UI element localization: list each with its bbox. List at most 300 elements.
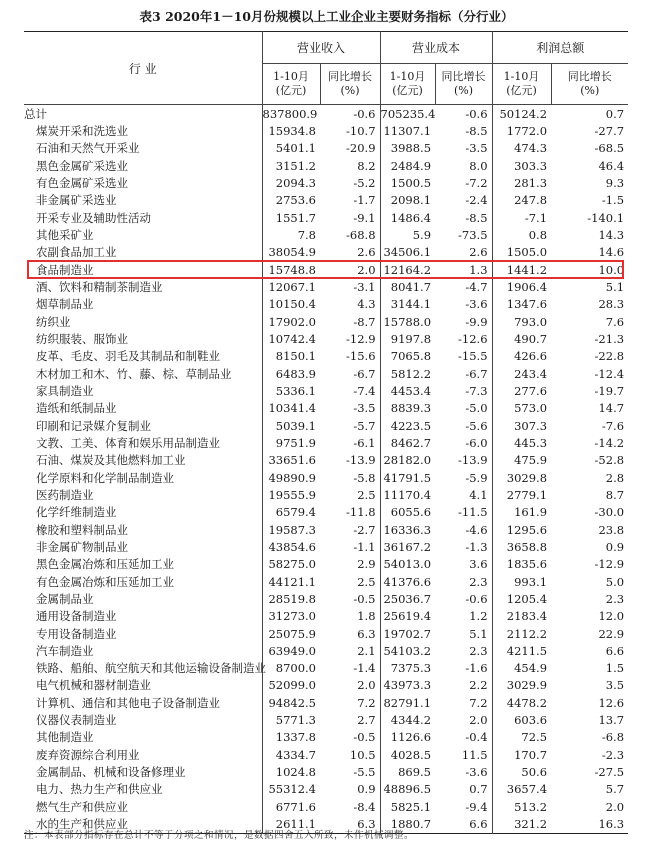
industry-name: 专用设备制造业 bbox=[36, 626, 117, 641]
value-cell: 0.7 bbox=[605, 106, 625, 121]
value-cell: 11307.1 bbox=[380, 122, 435, 139]
industry-name: 计算机、通信和其他电子设备制造业 bbox=[36, 695, 220, 710]
value-cell: -27.5 bbox=[594, 765, 625, 780]
profit-header: 利润总额 bbox=[492, 32, 628, 64]
value-cell: -5.6 bbox=[465, 418, 488, 433]
value-cell: 12164.2 bbox=[380, 261, 435, 278]
value-cell: 11170.4 bbox=[380, 486, 435, 503]
value-cell: -8.7 bbox=[353, 314, 376, 329]
value-cell: 12.0 bbox=[598, 609, 625, 624]
value-cell: 5.7 bbox=[605, 782, 625, 797]
table-row bbox=[24, 573, 628, 590]
value-cell: -8.5 bbox=[465, 210, 488, 225]
value-cell: -1.1 bbox=[353, 539, 376, 554]
industry-name: 酒、饮料和精制茶制造业 bbox=[36, 279, 163, 294]
footnote: 注：本表部分指标存在总计不等于分项之和情况，是数据四舍五入所致，未作机械调整。 bbox=[24, 830, 415, 841]
value-cell: -10.7 bbox=[346, 123, 376, 138]
value-cell: -13.9 bbox=[346, 453, 376, 468]
table-row bbox=[24, 226, 628, 243]
sub-header-amount: 1-10月 (亿元) bbox=[380, 64, 435, 105]
value-cell: -140.1 bbox=[587, 210, 625, 225]
industry-name: 化学纤维制造业 bbox=[36, 505, 117, 520]
value-cell: -0.6 bbox=[465, 106, 488, 121]
value-cell: 2484.9 bbox=[380, 157, 435, 174]
value-cell: 445.3 bbox=[492, 434, 551, 451]
table-row bbox=[24, 486, 628, 503]
value-cell: 17902.0 bbox=[262, 313, 320, 330]
value-cell: 50124.2 bbox=[492, 105, 551, 123]
value-cell: 5771.3 bbox=[262, 711, 320, 728]
value-cell: 1337.8 bbox=[262, 729, 320, 746]
value-cell: 4028.5 bbox=[380, 746, 435, 763]
value-cell: 15788.0 bbox=[380, 313, 435, 330]
value-cell: 170.7 bbox=[492, 746, 551, 763]
value-cell: 454.9 bbox=[492, 660, 551, 677]
value-cell: 4.1 bbox=[469, 487, 488, 502]
value-cell: 19702.7 bbox=[380, 625, 435, 642]
cost-header: 营业成本 bbox=[380, 32, 492, 64]
value-cell: 0.9 bbox=[357, 782, 376, 797]
value-cell: 41791.5 bbox=[380, 469, 435, 486]
value-cell: 1024.8 bbox=[262, 763, 320, 780]
value-cell: 6055.6 bbox=[380, 504, 435, 521]
value-cell: 94842.5 bbox=[262, 694, 320, 711]
table-row bbox=[24, 469, 628, 486]
table-row bbox=[24, 694, 628, 711]
value-cell: -6.1 bbox=[353, 435, 376, 450]
table-row bbox=[24, 504, 628, 521]
value-cell: 49890.9 bbox=[262, 469, 320, 486]
value-cell: -1.6 bbox=[465, 661, 488, 676]
value-cell: 38054.9 bbox=[262, 244, 320, 261]
table-row bbox=[24, 677, 628, 694]
value-cell: 1.2 bbox=[469, 609, 488, 624]
table-row bbox=[24, 729, 628, 746]
value-cell: -3.5 bbox=[465, 141, 488, 156]
value-cell: 28182.0 bbox=[380, 452, 435, 469]
value-cell: 2.0 bbox=[605, 799, 625, 814]
value-cell: 48896.5 bbox=[380, 781, 435, 798]
value-cell: 19587.3 bbox=[262, 521, 320, 538]
value-cell: 4453.4 bbox=[380, 382, 435, 399]
sub-header-amount: 1-10月 (亿元) bbox=[492, 64, 551, 105]
value-cell: -6.7 bbox=[353, 366, 376, 381]
table-row bbox=[24, 642, 628, 659]
value-cell: 5401.1 bbox=[262, 140, 320, 157]
table-row bbox=[24, 452, 628, 469]
value-cell: 6.6 bbox=[605, 643, 625, 658]
value-cell: -6.0 bbox=[465, 435, 488, 450]
value-cell: -7.6 bbox=[601, 418, 625, 433]
value-cell: -12.9 bbox=[346, 331, 376, 346]
value-cell: 869.5 bbox=[380, 763, 435, 780]
value-cell: 13.7 bbox=[598, 713, 625, 728]
value-cell: -0.6 bbox=[465, 591, 488, 606]
value-cell: -5.0 bbox=[465, 401, 488, 416]
value-cell: -3.6 bbox=[465, 297, 488, 312]
industry-name: 印刷和记录媒介复制业 bbox=[36, 418, 151, 433]
value-cell: 2.5 bbox=[357, 574, 376, 589]
value-cell: 2.0 bbox=[469, 713, 488, 728]
value-cell: 34506.1 bbox=[380, 244, 435, 261]
value-cell: 6.3 bbox=[357, 817, 376, 832]
table-row bbox=[24, 746, 628, 763]
value-cell: 9.3 bbox=[605, 175, 625, 190]
value-cell: 3151.2 bbox=[262, 157, 320, 174]
value-cell: -0.5 bbox=[353, 591, 376, 606]
value-cell: 82791.1 bbox=[380, 694, 435, 711]
value-cell: 3144.1 bbox=[380, 296, 435, 313]
industry-name: 烟草制品业 bbox=[36, 297, 94, 312]
table-row bbox=[24, 763, 628, 780]
value-cell: 3029.9 bbox=[492, 677, 551, 694]
value-cell: 8.7 bbox=[605, 487, 625, 502]
value-cell: 3029.8 bbox=[492, 469, 551, 486]
value-cell: 474.3 bbox=[492, 140, 551, 157]
value-cell: -7.3 bbox=[465, 383, 488, 398]
value-cell: 5.9 bbox=[380, 226, 435, 243]
value-cell: 12.6 bbox=[598, 695, 625, 710]
financial-indicators-table bbox=[24, 31, 628, 834]
value-cell: 837800.9 bbox=[262, 105, 320, 123]
value-cell: -3.6 bbox=[465, 765, 488, 780]
industry-name: 有色金属冶炼和压延加工业 bbox=[36, 574, 174, 589]
value-cell: 25075.9 bbox=[262, 625, 320, 642]
industry-name: 煤炭开采和洗选业 bbox=[36, 123, 128, 138]
industry-name: 通用设备制造业 bbox=[36, 609, 117, 624]
industry-name: 农副食品加工业 bbox=[36, 245, 117, 260]
value-cell: 3.6 bbox=[469, 557, 488, 572]
value-cell: 8462.7 bbox=[380, 434, 435, 451]
value-cell: 15934.8 bbox=[262, 122, 320, 139]
value-cell: 4478.2 bbox=[492, 694, 551, 711]
industry-name: 木材加工和木、竹、藤、棕、草制品业 bbox=[36, 366, 232, 381]
value-cell: -5.8 bbox=[353, 470, 376, 485]
value-cell: 58275.0 bbox=[262, 556, 320, 573]
value-cell: 6483.9 bbox=[262, 365, 320, 382]
value-cell: 1.3 bbox=[469, 262, 488, 277]
value-cell: 44121.1 bbox=[262, 573, 320, 590]
table-row bbox=[24, 798, 628, 815]
sub-header-growth: 同比增长 (%) bbox=[320, 64, 380, 105]
value-cell: 2.3 bbox=[469, 574, 488, 589]
table-row bbox=[24, 434, 628, 451]
value-cell: 1500.5 bbox=[380, 174, 435, 191]
value-cell: 5.1 bbox=[469, 626, 488, 641]
industry-name: 其他制造业 bbox=[36, 730, 94, 745]
value-cell: 10742.4 bbox=[262, 330, 320, 347]
value-cell: 3657.4 bbox=[492, 781, 551, 798]
value-cell: 1880.7 bbox=[380, 815, 435, 833]
value-cell: -2.3 bbox=[601, 747, 625, 762]
value-cell: 15748.8 bbox=[262, 261, 320, 278]
value-cell: 3.5 bbox=[605, 678, 625, 693]
industry-name: 黑色金属矿采选业 bbox=[36, 158, 128, 173]
value-cell: 281.3 bbox=[492, 174, 551, 191]
value-cell: 0.8 bbox=[492, 226, 551, 243]
value-cell: 9751.9 bbox=[262, 434, 320, 451]
value-cell: -9.1 bbox=[353, 210, 376, 225]
value-cell: 1295.6 bbox=[492, 521, 551, 538]
value-cell: 2.1 bbox=[357, 643, 376, 658]
value-cell: 7065.8 bbox=[380, 348, 435, 365]
value-cell: 31273.0 bbox=[262, 608, 320, 625]
value-cell: 247.8 bbox=[492, 192, 551, 209]
value-cell: 321.2 bbox=[492, 815, 551, 833]
value-cell: 2779.1 bbox=[492, 486, 551, 503]
value-cell: 55312.4 bbox=[262, 781, 320, 798]
value-cell: 5.0 bbox=[605, 574, 625, 589]
industry-name: 家具制造业 bbox=[36, 383, 94, 398]
value-cell: 307.3 bbox=[492, 417, 551, 434]
value-cell: -2.4 bbox=[465, 193, 488, 208]
value-cell: 5039.1 bbox=[262, 417, 320, 434]
table-row bbox=[24, 348, 628, 365]
value-cell: 1486.4 bbox=[380, 209, 435, 226]
value-cell: 573.0 bbox=[492, 400, 551, 417]
table-row bbox=[24, 140, 628, 157]
value-cell: 303.3 bbox=[492, 157, 551, 174]
table-row bbox=[24, 660, 628, 677]
industry-name: 电气机械和器材制造业 bbox=[36, 678, 151, 693]
value-cell: 19555.9 bbox=[262, 486, 320, 503]
table-row bbox=[24, 608, 628, 625]
value-cell: 2183.4 bbox=[492, 608, 551, 625]
value-cell: -2.7 bbox=[353, 522, 376, 537]
value-cell: -1.4 bbox=[353, 661, 376, 676]
table-row bbox=[24, 590, 628, 607]
value-cell: -5.7 bbox=[353, 418, 376, 433]
value-cell: 0.7 bbox=[469, 782, 488, 797]
table-row bbox=[24, 417, 628, 434]
value-cell: 14.6 bbox=[598, 245, 625, 260]
value-cell: 43973.3 bbox=[380, 677, 435, 694]
value-cell: 2611.1 bbox=[262, 815, 320, 833]
value-cell: 41376.6 bbox=[380, 573, 435, 590]
value-cell: 2.3 bbox=[469, 643, 488, 658]
value-cell: 16336.3 bbox=[380, 521, 435, 538]
value-cell: 43854.6 bbox=[262, 538, 320, 555]
value-cell: 475.9 bbox=[492, 452, 551, 469]
value-cell: 6771.6 bbox=[262, 798, 320, 815]
value-cell: 1205.4 bbox=[492, 590, 551, 607]
industry-name: 总计 bbox=[24, 106, 47, 121]
value-cell: -1.3 bbox=[465, 539, 488, 554]
value-cell: 6579.4 bbox=[262, 504, 320, 521]
value-cell: 50.6 bbox=[492, 763, 551, 780]
value-cell: 993.1 bbox=[492, 573, 551, 590]
value-cell: 490.7 bbox=[492, 330, 551, 347]
value-cell: -22.8 bbox=[594, 349, 625, 364]
sub-header-growth: 同比增长 (%) bbox=[551, 64, 628, 105]
value-cell: -5.9 bbox=[465, 470, 488, 485]
value-cell: 1835.6 bbox=[492, 556, 551, 573]
industry-name: 文教、工美、体育和娱乐用品制造业 bbox=[36, 435, 220, 450]
industry-name: 废弃资源综合利用业 bbox=[36, 747, 140, 762]
value-cell: 8839.3 bbox=[380, 400, 435, 417]
value-cell: 2.6 bbox=[469, 245, 488, 260]
value-cell: -14.2 bbox=[594, 435, 625, 450]
value-cell: -68.5 bbox=[594, 141, 625, 156]
value-cell: 1.8 bbox=[357, 609, 376, 624]
industry-name: 黑色金属冶炼和压延加工业 bbox=[36, 557, 174, 572]
value-cell: 2.0 bbox=[357, 678, 376, 693]
value-cell: 0.9 bbox=[605, 539, 625, 554]
value-cell: -0.5 bbox=[353, 730, 376, 745]
value-cell: 1551.7 bbox=[262, 209, 320, 226]
value-cell: 33651.6 bbox=[262, 452, 320, 469]
value-cell: 4.3 bbox=[357, 297, 376, 312]
value-cell: 6.3 bbox=[357, 626, 376, 641]
value-cell: -5.5 bbox=[353, 765, 376, 780]
value-cell: 513.2 bbox=[492, 798, 551, 815]
value-cell: -3.5 bbox=[353, 401, 376, 416]
table-row bbox=[24, 261, 628, 278]
value-cell: 63949.0 bbox=[262, 642, 320, 659]
table-row bbox=[24, 122, 628, 139]
industry-name: 食品制造业 bbox=[36, 262, 94, 277]
value-cell: -9.4 bbox=[465, 799, 488, 814]
industry-name: 汽车制造业 bbox=[36, 643, 94, 658]
table-row bbox=[24, 365, 628, 382]
table-row bbox=[24, 521, 628, 538]
value-cell: -20.9 bbox=[346, 141, 376, 156]
industry-name: 开采专业及辅助性活动 bbox=[36, 210, 151, 225]
industry-name: 金属制品业 bbox=[36, 591, 94, 606]
value-cell: -15.6 bbox=[346, 349, 376, 364]
industry-name: 水的生产和供应业 bbox=[36, 817, 128, 832]
value-cell: 8150.1 bbox=[262, 348, 320, 365]
value-cell: -3.1 bbox=[353, 279, 376, 294]
value-cell: 1441.2 bbox=[492, 261, 551, 278]
value-cell: -11.5 bbox=[458, 505, 488, 520]
value-cell: 8.2 bbox=[357, 158, 376, 173]
value-cell: -68.8 bbox=[346, 227, 376, 242]
value-cell: 14.3 bbox=[598, 227, 625, 242]
industry-name: 医药制造业 bbox=[36, 487, 94, 502]
value-cell: 243.4 bbox=[492, 365, 551, 382]
value-cell: 2094.3 bbox=[262, 174, 320, 191]
value-cell: 3988.5 bbox=[380, 140, 435, 157]
value-cell: 10341.4 bbox=[262, 400, 320, 417]
value-cell: 8700.0 bbox=[262, 660, 320, 677]
industry-name: 造纸和纸制品业 bbox=[36, 401, 117, 416]
value-cell: 426.6 bbox=[492, 348, 551, 365]
industry-name: 电力、热力生产和供应业 bbox=[36, 782, 163, 797]
value-cell: -4.6 bbox=[465, 522, 488, 537]
value-cell: 2098.1 bbox=[380, 192, 435, 209]
value-cell: 6.6 bbox=[469, 817, 488, 832]
value-cell: 7.6 bbox=[605, 314, 625, 329]
industry-name: 铁路、船舶、航空航天和其他运输设备制造业 bbox=[36, 661, 266, 676]
value-cell: 7.2 bbox=[357, 695, 376, 710]
value-cell: 2.3 bbox=[605, 591, 625, 606]
table-row bbox=[24, 244, 628, 261]
industry-name: 燃气生产和供应业 bbox=[36, 799, 128, 814]
value-cell: 28519.8 bbox=[262, 590, 320, 607]
value-cell: 46.4 bbox=[598, 158, 625, 173]
value-cell: 7.8 bbox=[262, 226, 320, 243]
value-cell: 705235.4 bbox=[380, 105, 435, 123]
table-row bbox=[24, 382, 628, 399]
value-cell: 2.9 bbox=[357, 557, 376, 572]
value-cell: 2112.2 bbox=[492, 625, 551, 642]
value-cell: -1.5 bbox=[601, 193, 625, 208]
industry-name: 非金属矿采选业 bbox=[36, 193, 117, 208]
value-cell: 5.1 bbox=[605, 279, 625, 294]
value-cell: 36167.2 bbox=[380, 538, 435, 555]
sub-header-amount: 1-10月 (亿元) bbox=[262, 64, 320, 105]
value-cell: 5336.1 bbox=[262, 382, 320, 399]
industry-header: 行 业 bbox=[24, 32, 262, 105]
value-cell: 8.0 bbox=[469, 158, 488, 173]
value-cell: 23.8 bbox=[598, 522, 625, 537]
revenue-header: 营业收入 bbox=[262, 32, 380, 64]
industry-name: 化学原料和化学制品制造业 bbox=[36, 470, 174, 485]
sub-header-growth: 同比增长 (%) bbox=[435, 64, 492, 105]
value-cell: -1.7 bbox=[353, 193, 376, 208]
value-cell: 4344.2 bbox=[380, 711, 435, 728]
table-row bbox=[24, 625, 628, 642]
value-cell: 2.6 bbox=[357, 245, 376, 260]
value-cell: 2.8 bbox=[605, 470, 625, 485]
value-cell: 54103.2 bbox=[380, 642, 435, 659]
value-cell: -27.7 bbox=[594, 123, 625, 138]
value-cell: 12067.1 bbox=[262, 278, 320, 295]
value-cell: 11.5 bbox=[461, 747, 488, 762]
value-cell: 1906.4 bbox=[492, 278, 551, 295]
value-cell: 54013.0 bbox=[380, 556, 435, 573]
value-cell: -52.8 bbox=[594, 453, 625, 468]
value-cell: 1.5 bbox=[605, 661, 625, 676]
value-cell: 72.5 bbox=[492, 729, 551, 746]
value-cell: -11.8 bbox=[346, 505, 376, 520]
table-row bbox=[24, 209, 628, 226]
value-cell: 22.9 bbox=[598, 626, 625, 641]
value-cell: 10.5 bbox=[349, 747, 376, 762]
industry-name: 橡胶和塑料制品业 bbox=[36, 522, 128, 537]
value-cell: -9.9 bbox=[465, 314, 488, 329]
value-cell: 8041.7 bbox=[380, 278, 435, 295]
value-cell: 1126.6 bbox=[380, 729, 435, 746]
table-row bbox=[24, 538, 628, 555]
table-row bbox=[24, 105, 628, 123]
industry-name: 纺织业 bbox=[36, 314, 71, 329]
industry-name: 非金属矿物制品业 bbox=[36, 539, 128, 554]
value-cell: 2.7 bbox=[357, 713, 376, 728]
table-row bbox=[24, 556, 628, 573]
value-cell: -12.9 bbox=[594, 557, 625, 572]
value-cell: 9197.8 bbox=[380, 330, 435, 347]
value-cell: 5825.1 bbox=[380, 798, 435, 815]
table-row bbox=[24, 157, 628, 174]
industry-name: 仪器仪表制造业 bbox=[36, 713, 117, 728]
value-cell: -6.8 bbox=[601, 730, 625, 745]
value-cell: 25036.7 bbox=[380, 590, 435, 607]
value-cell: 52099.0 bbox=[262, 677, 320, 694]
value-cell: 161.9 bbox=[492, 504, 551, 521]
value-cell: 7.2 bbox=[469, 695, 488, 710]
industry-name: 石油和天然气开采业 bbox=[36, 141, 140, 156]
value-cell: 5812.2 bbox=[380, 365, 435, 382]
industry-name: 其他采矿业 bbox=[36, 227, 94, 242]
value-cell: 1347.6 bbox=[492, 296, 551, 313]
table-row bbox=[24, 174, 628, 191]
value-cell: -7.2 bbox=[465, 175, 488, 190]
value-cell: -73.5 bbox=[458, 227, 488, 242]
industry-name: 有色金属矿采选业 bbox=[36, 175, 128, 190]
table-row bbox=[24, 781, 628, 798]
